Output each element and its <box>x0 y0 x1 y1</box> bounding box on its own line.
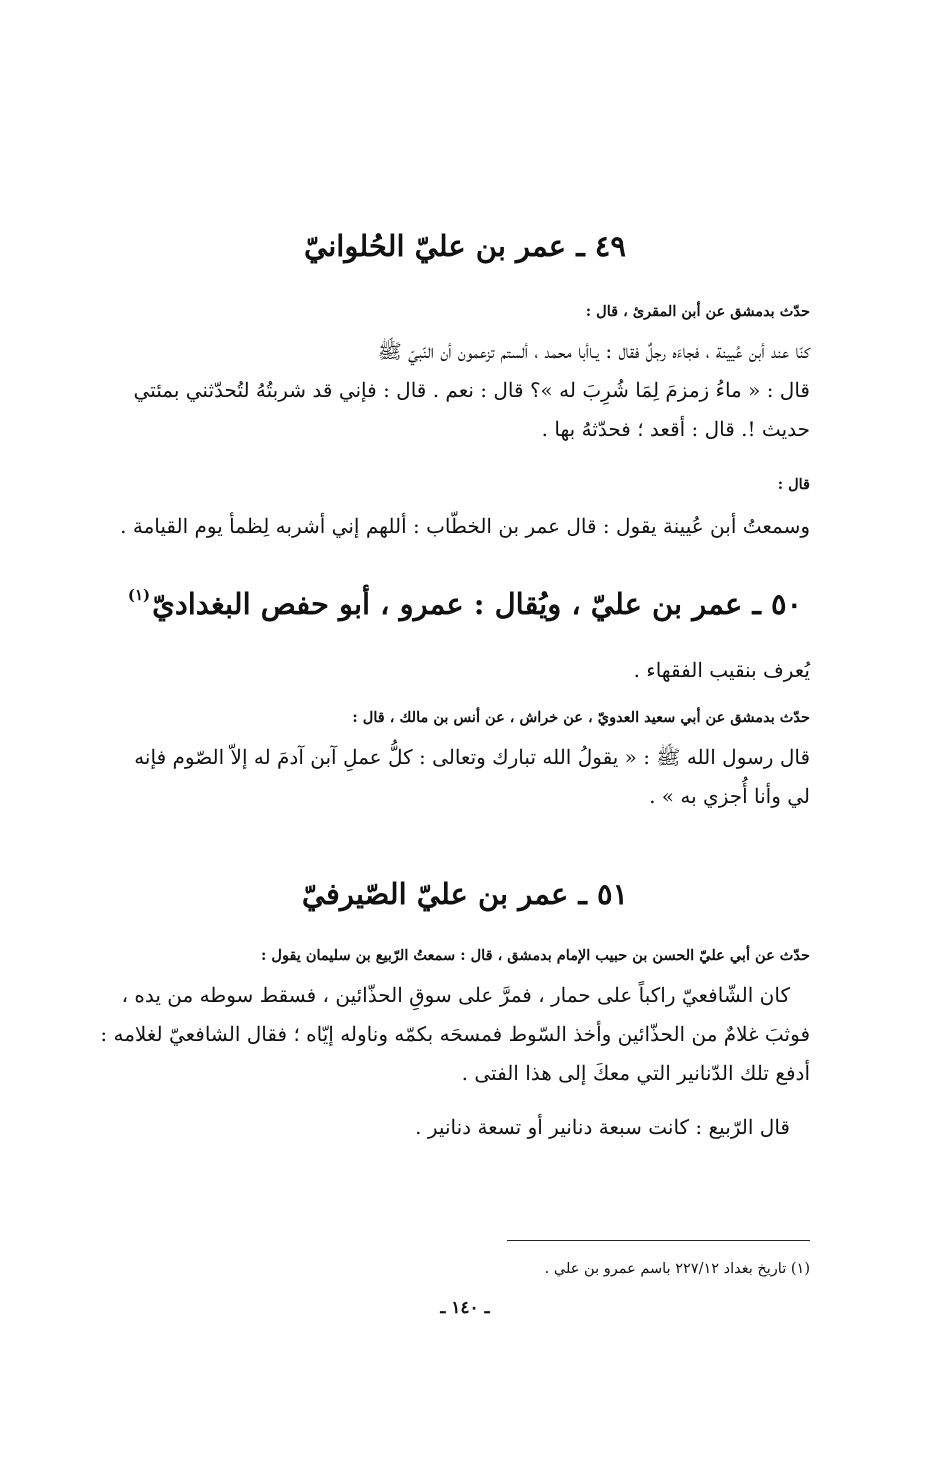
entry-50-heading <box>120 584 810 629</box>
text-line: وسمعتُ أبن عُيينة يقول : قال عمر بن الخطّاب : أللهم إني أشربه لِظمأ يوم القيامة . <box>120 514 810 538</box>
book-page <box>100 0 810 1471</box>
text-line: لي وأنا أُجزي به » . <box>649 784 810 808</box>
text-line: قال الرّبيع : كانت سبعة دنانير أو تسعة دنانير . <box>415 1115 790 1139</box>
entry-49-text-2 <box>120 507 810 546</box>
entry-50-heading-text: ٥٠ ـ عمر بن عليّ ، ويُقال : عمرو ، أبو حفص البغداديّ <box>152 587 803 621</box>
page-number: ـ ١٤٠ ـ <box>440 1298 490 1318</box>
text-line: فوثبَ غلامٌ من الحذّائين وأخذ السّوط فمسحَه بكمّه وناوله إيّاه ؛ فقال الشافعيّ لغلامه : <box>100 1022 810 1046</box>
entry-51-heading: ٥١ ـ عمر بن عليّ الصّيرفيّ <box>301 877 629 911</box>
entry-51-text-1 <box>100 976 810 1093</box>
entry-50-isnad: حدّث بدمشق عن أبي سعيد العدويّ ، عن خراش ، عن أنس بن مالك ، قال : <box>352 709 810 726</box>
footnote: (١) تاريخ بغداد ٢٢٧/١٢ باسم عمرو بن علي . <box>544 1261 810 1277</box>
text-line: أدفع تلك الدّنانير التي معكَ إلى هذا الفتى . <box>461 1061 810 1085</box>
entry-49-isnad-2: قال : <box>777 476 810 493</box>
entry-51-isnad: حدّث عن أبي عليّ الحسن بن حبيب الإمام بدمشق ، قال : سمعتُ الرّبيع بن سليمان يقول : <box>261 947 810 964</box>
text-line: حديث !. قال : أقعد ؛ فحدّثهُ بها . <box>541 417 810 441</box>
entry-50-text-1 <box>120 651 810 690</box>
text-line: كان الشّافعيّ راكباً على حمار ، فمرَّ على سوقِ الحذّائين ، فسقط سوطه من يده ، <box>121 983 790 1007</box>
text-line: كنّا عند أبن عُيينة ، فجاءَه رجلٌ فقال : يـاأبا محمد ، ألستم تزعمون أن النّبيّ ﷺ <box>377 339 810 363</box>
entry-50-text-2 <box>120 738 810 816</box>
entry-51-text-2 <box>120 1108 810 1147</box>
entry-49-heading: ٤٩ ـ عمر بن عليّ الحُلوانيّ <box>304 229 626 263</box>
entry-49-isnad: حدّث بدمشق عن أبن المقرئ ، قال : <box>585 303 810 320</box>
text-line: قال : « ماءُ زمزمَ لِمَا شُرِبَ له »؟ قال : نعم . قال : فإني قد شربتُهُ لتُحدّثني بمئتي <box>133 378 810 402</box>
text-line: يُعرف بنقيب الفقهاء . <box>633 658 810 682</box>
footnote-divider <box>507 1240 810 1241</box>
entry-49-text-1 <box>120 332 810 449</box>
footnote-ref: (١) <box>127 586 151 604</box>
text-line: قال رسول الله ﷺ : « يقولُ الله تبارك وتعالى : كلُّ عملِ آبن آدمَ له إلاّ الصّوم فإنه <box>134 745 810 769</box>
